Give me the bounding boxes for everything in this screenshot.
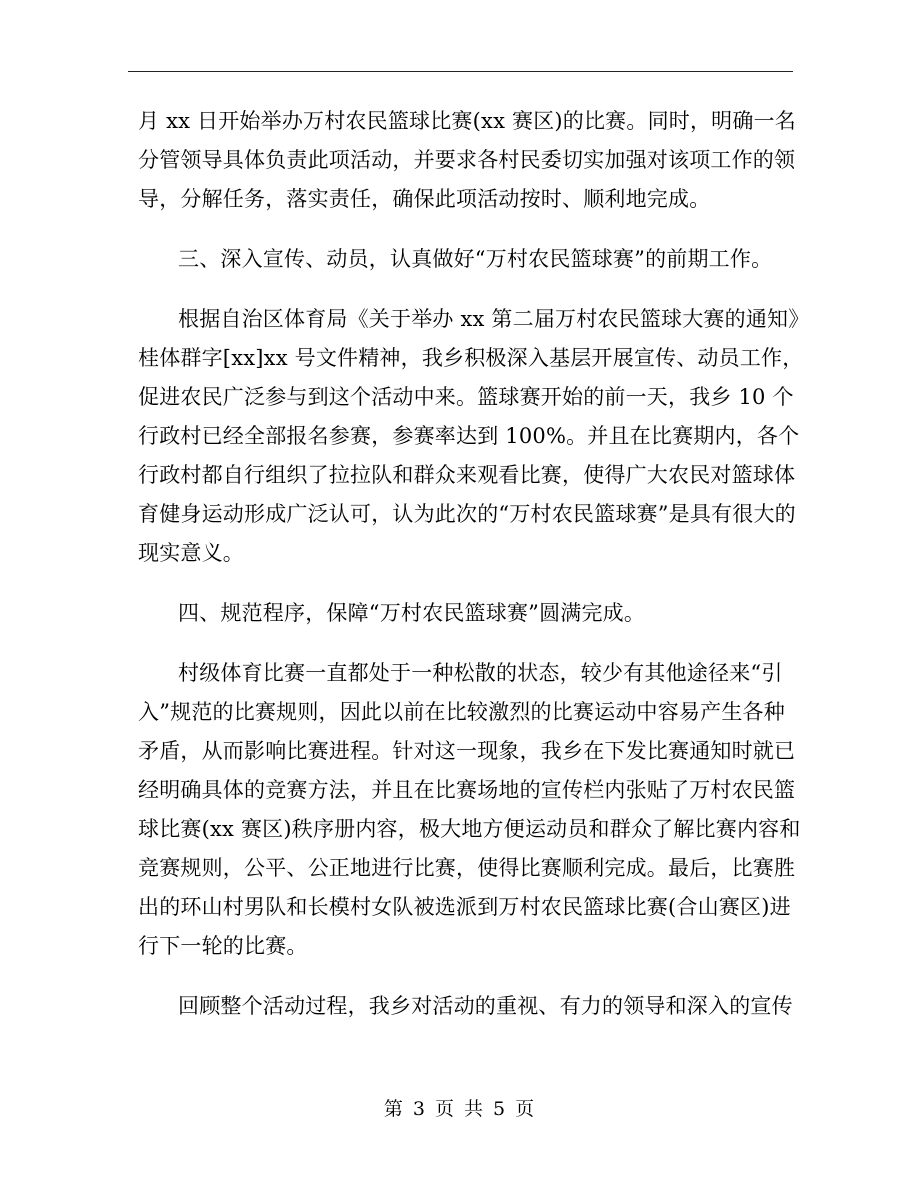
- text-line: 育健身运动形成广泛认可，认为此次的“万村农民篮球赛”是具有很大的: [138, 502, 796, 526]
- text-line: 回顾整个活动过程，我乡对活动的重视、有力的领导和深入的宣传: [178, 994, 793, 1018]
- text-line: 导，分解任务，落实责任，确保此项活动按时、顺利地完成。: [138, 187, 711, 211]
- paragraph-review: [138, 987, 793, 1026]
- text-line: 根据自治区体育局《关于举办 xx 第二届万村农民篮球大赛的通知》: [178, 307, 810, 331]
- text-line: 现实意义。: [138, 541, 244, 565]
- text-line: 矛盾，从而影响比赛进程。针对这一现象，我乡在下发比赛通知时就已: [138, 739, 796, 763]
- text-line: 行政村都自行组织了拉拉队和群众来观看比赛，使得广大农民对篮球体: [138, 463, 796, 487]
- body-text: [138, 102, 810, 1026]
- paragraph-continued: [138, 102, 796, 219]
- text-line: 经明确具体的竞赛方法，并且在比赛场地的宣传栏内张贴了万村农民篮: [138, 778, 796, 802]
- text-line: 四、规范程序，保障“万村农民篮球赛”圆满完成。: [178, 601, 646, 625]
- text-line: 球比赛(xx 赛区)秩序册内容，极大地方便运动员和群众了解比赛内容和: [138, 817, 801, 841]
- text-line: 三、深入宣传、动员，认真做好“万村农民篮球赛”的前期工作。: [178, 247, 773, 271]
- text-line: 行政村已经全部报名参赛，参赛率达到 100%。并且在比赛期内，各个: [138, 424, 800, 448]
- text-line: 行下一轮的比赛。: [138, 934, 308, 958]
- text-line: 月 xx 日开始举办万村农民篮球比赛(xx 赛区)的比赛。同时，明确一名: [138, 109, 796, 133]
- text-line: 桂体群字[xx]xx 号文件精神，我乡积极深入基层开展宣传、动员工作，: [138, 346, 804, 370]
- paragraph-publicity: [138, 300, 810, 573]
- text-line: 分管领导具体负责此项活动，并要求各村民委切实加强对该项工作的领: [138, 148, 796, 172]
- header-rule: [128, 71, 793, 72]
- section-heading-three: [138, 240, 788, 279]
- section-heading-four: [138, 594, 788, 633]
- text-line: 出的环山村男队和长模村女队被选派到万村农民篮球比赛(合山赛区)进: [138, 895, 791, 919]
- paragraph-procedure: [138, 654, 801, 966]
- text-line: 入”规范的比赛规则，因此以前在比较激烈的比赛运动中容易产生各种: [138, 700, 785, 724]
- text-line: 村级体育比赛一直都处于一种松散的状态，较少有其他途径来“引: [178, 661, 783, 685]
- page-number-footer: 第 3 页 共 5 页: [383, 1098, 537, 1120]
- text-line: 促进农民广泛参与到这个活动中来。篮球赛开始的前一天，我乡 10 个: [138, 385, 794, 409]
- text-line: 竞赛规则，公平、公正地进行比赛，使得比赛顺利完成。最后，比赛胜: [138, 856, 796, 880]
